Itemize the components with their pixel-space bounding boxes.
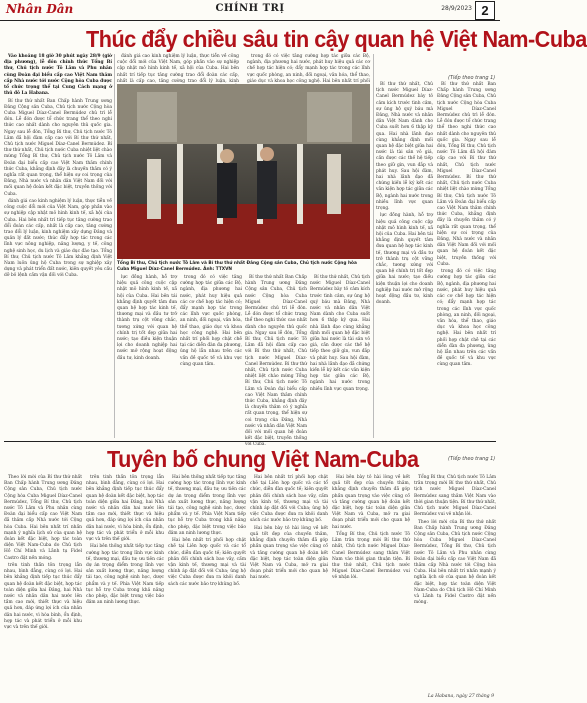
article1-under-col4 — [310, 275, 370, 438]
article1-col-right1-text2: lực đồng hành, hỗ trợ hiệu quả công cuộc cập nhật mô hình kinh tế, xã hội của Cuba. Hai bên tái khẳng định quyết tâm đưa quan hệ hợp tác kinh tế, thương mại và đầu tư trở thành trụ cột vững chắc, tương xứng với quan hệ chính trị tốt đẹp giữa hai nước; tạo điều kiện thuận lợi cho doanh nghiệp hai nước mở rộng hoạt động đầu tư, kinh doanh. — [376, 213, 433, 306]
article2-col2 — [86, 475, 164, 699]
article2-col2-text: trên tinh thần tôn trọng lẫn nhau, bình đẳng, cùng có lợi. Hai bên khẳng định tiếp tục thúc đẩy quan hệ đoàn kết đặc biệt, hợp tác toàn diện giữa hai Đảng, hai Nhà nước và nhân dân hai nước lên tầm cao mới, thiết thực và hiệu quả hơn, đáp ứng lợi ích của nhân dân hai nước, vì hòa bình, ổn định, hợp tác và phát triển ở mỗi khu vực và trên thế giới. — [86, 475, 164, 543]
article2-col5 — [332, 475, 410, 699]
article2-col4-text: Hai bên nhất trí phối hợp chặt chẽ tại Liên hợp quốc và các tổ chức, diễn đàn quốc tế; kiên quyết phản đối chính sách bao vây, cấm vận kinh tế, thương mại và tài chính áp đặt đối với Cuba; ủng hộ việc Cuba được đưa ra khỏi danh sách các nước bảo trợ khủng bố. — [250, 475, 328, 524]
article2-col6 — [414, 475, 496, 689]
article2-headline: Tuyên bố chung Việt Nam-Cuba — [107, 446, 419, 472]
article1-photo-caption: Tổng Bí thư, Chủ tịch nước Tô Lâm và Bí thư thứ nhất Đảng Cộng sản Cuba, Chủ tịch nước Cộng hòa Cuba Miguel Díaz-Canel Bermúdez. Ảnh: TTXVN — [117, 261, 357, 272]
article2-col6-text: Tổng Bí thư, Chủ tịch nước Tô Lâm trân trọng mời Bí thư thứ nhất, Chủ tịch nước Miguel Díaz-Canel Bermúdez sang thăm Việt Nam vào thời gian thuận tiện. Bí thư thứ nhất, Chủ tịch nước Miguel Díaz-Canel Bermúdez vui vẻ nhận lời. — [414, 475, 496, 518]
article1-under-col2-text: trong đó có việc tăng cường hợp tác giữa các Bộ, ngành, địa phương hai nước, phát huy hiệu quả các cơ chế hợp tác hiện có; đẩy mạnh hợp tác trong các lĩnh vực quốc phòng, an ninh, đối ngoại, văn hóa, thể thao, giáo dục và khoa học công nghệ. Hai bên nhất trí phối hợp chặt chẽ tại các diễn đàn đa phương, ủng hộ lẫn nhau trên các vấn đề quốc tế và khu vực cùng quan tâm. — [180, 275, 242, 367]
article2-continued-note: (Tiếp theo trang 1) — [448, 456, 496, 462]
article1-lead: Vào khoảng 18 giờ 30 phút ngày 28/9 (giờ địa phương), lễ đón chính thức Tổng Bí thư, Chủ tịch nước Tô Lâm và Phu nhân cùng Đoàn đại biểu cấp cao Việt Nam thăm cấp Nhà nước tới nước Cộng hòa Cuba được tổ chức trọng thể tại Cung Cách mạng ở thủ đô La Habana. — [4, 54, 112, 97]
article1-column-left — [4, 54, 112, 438]
issue-date: 28/9/2023 — [441, 5, 472, 12]
article1-col2-top — [117, 54, 239, 82]
column-divider — [114, 54, 115, 438]
article2-col5-text2: Tổng Bí thư, Chủ tịch nước Tô Lâm trân trọng mời Bí thư thứ nhất, Chủ tịch nước Miguel Díaz-Canel Bermúdez sang thăm Việt Nam vào thời gian thuận tiện. Bí thư thứ nhất, Chủ tịch nước Miguel Díaz-Canel Bermúdez vui vẻ nhận lời. — [332, 532, 410, 581]
article2-col4 — [250, 475, 328, 699]
article2-col3-text: Hai bên thống nhất tiếp tục tăng cường hợp tác trong lĩnh vực kinh tế, thương mại, đầu tư; ưu tiên các dự án trọng điểm trong lĩnh vực sản xuất lương thực, năng lượng tái tạo, công nghệ sinh học, dược phẩm và y tế. Phía Việt Nam tiếp tục hỗ trợ Cuba trong khả năng cho phép, đặc biệt trong việc bảo đảm an ninh lương thực. — [168, 475, 246, 536]
article1-col3-text: trong đó có việc tăng cường hợp tác giữa các Bộ, ngành, địa phương hai nước, phát huy hiệu quả các cơ chế hợp tác hiện có; đẩy mạnh hợp tác trong các lĩnh vực quốc phòng, an ninh, đối ngoại, văn hóa, thể thao, giáo dục và khoa học công nghệ. Hai bên nhất trí phối — [247, 54, 370, 84]
newspaper-logo: Nhân Dân — [6, 2, 74, 16]
article1-col3-top — [247, 54, 370, 82]
article1-col-right1 — [376, 82, 433, 438]
article1-headline: Thúc đẩy chiều sâu tin cậy quan hệ Việt Nam-Cuba — [86, 26, 587, 52]
article1-col-right1-text: Bí thư thứ nhất, Chủ tịch nước Miguel Díaz-Canel Bermúdez bày tỏ cảm kích trước tình cảm, sự ủng hộ quý báu mà Đảng, Nhà nước và nhân dân Việt Nam dành cho Cuba suốt hơn 6 thập kỷ qua. Hai nhà lãnh đạo cùng khẳng định mối quan hệ đặc biệt giữa hai nước là tài sản vô giá, cần được các thế hệ tiếp theo giữ gìn, vun đắp và phát huy. Sau hội đàm, hai nhà lãnh đạo đã chứng kiến lễ ký kết các văn kiện hợp tác giữa các Bộ, ngành hai nước trong nhiều lĩnh vực quan trọng. — [376, 82, 433, 212]
article1-under-col2 — [180, 275, 242, 438]
article1-col-right2 — [437, 82, 496, 438]
article1-under-col3-text: Bí thư thứ nhất Ban Chấp hành Trung ương Đảng Cộng sản Cuba, Chủ tịch nước Cộng hòa Cuba Miguel Díaz-Canel Bermúdez chủ trì lễ đón. Lễ đón được tổ chức trang thể theo nghi thức cao nhất dành cho nguyên thủ quốc gia. Ngay sau lễ đón, Tổng Bí thư, Chủ tịch nước Tô Lâm đã hội đàm cấp cao với Bí thư thứ nhất, Chủ tịch nước Miguel Díaz-Canel Bermúdez. Bí thư thứ nhất, Chủ tịch nước Cuba nhiệt liệt chào mừng Tổng Bí thư, Chủ tịch nước Tô Lâm và Đoàn đại biểu cấp cao Việt Nam thăm chính thức Cuba, khẳng định đây là chuyến thăm có ý nghĩa rất quan trọng, thể hiện sự coi trọng của Đảng, Nhà nước và nhân dân Việt Nam đối với mối quan hệ đoàn kết đặc biệt, truyền thống với Cuba. — [245, 275, 307, 448]
page-header — [0, 0, 500, 21]
page-number: 2 — [475, 1, 495, 20]
article2-col5-text: Hai bên bày tỏ hài lòng về kết quả tốt đẹp của chuyến thăm, khẳng định chuyến thăm đã góp phần quan trọng vào việc củng cố và tăng cường quan hệ đoàn kết đặc biệt, hợp tác toàn diện giữa Việt Nam và Cuba, mở ra giai đoạn phát triển mới cho quan hệ hai nước. — [332, 475, 410, 530]
article2-col1-text: Theo lời mời của Bí thư thứ nhất Ban Chấp hành Trung ương Đảng Cộng sản Cuba, Chủ tịch nước Cộng hòa Cuba Miguel Díaz-Canel Bermúdez, Tổng Bí thư, Chủ tịch nước Tô Lâm và Phu nhân cùng Đoàn đại biểu cấp cao Việt Nam đã thăm cấp Nhà nước tới Cộng hòa Cuba. Hai bên nhất trí nhấn mạnh ý nghĩa lịch sử của quan hệ đoàn kết đặc biệt, hợp tác toàn diện Việt Nam-Cuba do Chủ tịch Hồ Chí Minh và Lãnh tụ Fidel Castro đặt nền móng. — [4, 475, 82, 561]
article2-col3 — [168, 475, 246, 699]
section-title: CHÍNH TRỊ — [215, 3, 285, 14]
ceremony-photo-illustration — [117, 84, 370, 259]
article1-continued-note: (Tiếp theo trang 1) — [448, 75, 496, 81]
article2-col1 — [4, 475, 82, 699]
article1-col2-text: đánh giá cao kinh nghiệm lý luận, thực tiễn về công cuộc đổi mới của Việt Nam, góp phần vào sự nghiệp cập nhật mô hình kinh tế, xã hội của Cuba. Hai bên nhất trí tiếp tục tăng cường trao đổi đoàn các cấp, nhất là cấp cao, tăng cường trao đổi lý luận, kinh — [117, 54, 239, 84]
article2-col3-text2: Hai bên nhất trí phối hợp chặt chẽ tại Liên hợp quốc và các tổ chức, diễn đàn quốc tế; kiên quyết phản đối chính sách bao vây, cấm vận kinh tế, thương mại và tài chính áp đặt đối với Cuba; ủng hộ việc Cuba được đưa ra khỏi danh sách các nước bảo trợ khủng bố. — [168, 538, 246, 587]
article1-col-right2-text: Bí thư thứ nhất Ban Chấp hành Trung ương Đảng Cộng sản Cuba, Chủ tịch nước Cộng hòa Cuba Miguel Díaz-Canel Bermúdez chủ trì lễ đón. Lễ đón được tổ chức trang thể theo nghi thức cao nhất dành cho nguyên thủ quốc gia. Ngay sau lễ đón, Tổng Bí thư, Chủ tịch nước Tô Lâm đã hội đàm cấp cao với Bí thư thứ nhất, Chủ tịch nước Miguel Díaz-Canel Bermúdez. Bí thư thứ nhất, Chủ tịch nước Cuba nhiệt liệt chào mừng Tổng Bí thư, Chủ tịch nước Tô Lâm và Đoàn đại biểu cấp cao Việt Nam thăm chính thức Cuba, khẳng định đây là chuyến thăm có ý nghĩa rất quan trọng, thể hiện sự coi trọng của Đảng, Nhà nước và nhân dân Việt Nam đối với mối quan hệ đoàn kết đặc biệt, truyền thống với Cuba. — [437, 82, 496, 267]
article2-col1-text2: trên tinh thần tôn trọng lẫn nhau, bình đẳng, cùng có lợi. Hai bên khẳng định tiếp tục thúc đẩy quan hệ đoàn kết đặc biệt, hợp tác toàn diện giữa hai Đảng, hai Nhà nước và nhân dân hai nước lên tầm cao mới, thiết thực và hiệu quả hơn, đáp ứng lợi ích của nhân dân hai nước, vì hòa bình, ổn định, hợp tác và phát triển ở mỗi khu vực và trên thế giới. — [4, 563, 82, 631]
article1-col1-text: Bí thư thứ nhất Ban Chấp hành Trung ương Đảng Cộng sản Cuba, Chủ tịch nước Cộng hòa Cuba Miguel Díaz-Canel Bermúdez chủ trì lễ đón. Lễ đón được tổ chức trang thể theo nghi thức cao nhất dành cho nguyên thủ quốc gia. Ngay sau lễ đón, Tổng Bí thư, Chủ tịch nước Tô Lâm đã hội đàm cấp cao với Bí thư thứ nhất, Chủ tịch nước Miguel Díaz-Canel Bermúdez. Bí thư thứ nhất, Chủ tịch nước Cuba nhiệt liệt chào mừng Tổng Bí thư, Chủ tịch nước Tô Lâm và Đoàn đại biểu cấp cao Việt Nam thăm chính thức Cuba, khẳng định đây là chuyến thăm có ý nghĩa rất quan trọng, thể hiện sự coi trọng của Đảng, Nhà nước và nhân dân Việt Nam đối với mối quan hệ đoàn kết đặc biệt, truyền thống với Cuba. — [4, 98, 112, 197]
article-separator — [4, 441, 496, 442]
article1-under-col4-text: Bí thư thứ nhất, Chủ tịch nước Miguel Díaz-Canel Bermúdez bày tỏ cảm kích trước tình cảm, sự ủng hộ quý báu mà Đảng, Nhà nước và nhân dân Việt Nam dành cho Cuba suốt hơn 6 thập kỷ qua. Hai nhà lãnh đạo cùng khẳng định mối quan hệ đặc biệt giữa hai nước là tài sản vô giá, cần được các thế hệ tiếp theo giữ gìn, vun đắp và phát huy. Sau hội đàm, hai nhà lãnh đạo đã chứng kiến lễ ký kết các văn kiện hợp tác giữa các Bộ, ngành hai nước trong nhiều lĩnh vực quan trọng. — [310, 275, 370, 392]
article2-col2-text2: Hai bên thống nhất tiếp tục tăng cường hợp tác trong lĩnh vực kinh tế, thương mại, đầu tư; ưu tiên các dự án trọng điểm trong lĩnh vực sản xuất lương thực, năng lượng tái tạo, công nghệ sinh học, dược phẩm và y tế. Phía Việt Nam tiếp tục hỗ trợ Cuba trong khả năng cho phép, đặc biệt trong việc bảo đảm an ninh lương thực. — [86, 544, 164, 606]
article1-under-col3 — [245, 275, 307, 448]
article2-col4-text2: Hai bên bày tỏ hài lòng về kết quả tốt đẹp của chuyến thăm, khẳng định chuyến thăm đã góp phần quan trọng vào việc củng cố và tăng cường quan hệ đoàn kết đặc biệt, hợp tác toàn diện giữa Việt Nam và Cuba, mở ra giai đoạn phát triển mới cho quan hệ hai nước. — [250, 525, 328, 581]
column-divider — [373, 54, 374, 438]
article2-col6-text2: Theo lời mời của Bí thư thứ nhất Ban Chấp hành Trung ương Đảng Cộng sản Cuba, Chủ tịch nước Cộng hòa Cuba Miguel Díaz-Canel Bermúdez, Tổng Bí thư, Chủ tịch nước Tô Lâm và Phu nhân cùng Đoàn đại biểu cấp cao Việt Nam đã thăm cấp Nhà nước tới Cộng hòa Cuba. Hai bên nhất trí nhấn mạnh ý nghĩa lịch sử của quan hệ đoàn kết đặc biệt, hợp tác toàn diện Việt Nam-Cuba do Chủ tịch Hồ Chí Minh và Lãnh tụ Fidel Castro đặt nền móng. — [414, 519, 496, 606]
article1-under-col1 — [117, 275, 177, 438]
article1-photo — [117, 84, 370, 259]
article2-signoff: La Habana, ngày 27 tháng 9 — [427, 694, 494, 699]
article1-col-right2-text2: trong đó có việc tăng cường hợp tác giữa các Bộ, ngành, địa phương hai nước, phát huy hiệu quả các cơ chế hợp tác hiện có; đẩy mạnh hợp tác trong các lĩnh vực quốc phòng, an ninh, đối ngoại, văn hóa, thể thao, giáo dục và khoa học công nghệ. Hai bên nhất trí phối hợp chặt chẽ tại các diễn đàn đa phương, ủng hộ lẫn nhau trên các vấn đề quốc tế và khu vực cùng quan tâm. — [437, 269, 496, 368]
article1-col1-text-repeat: đánh giá cao kinh nghiệm lý luận, thực tiễn về công cuộc đổi mới của Việt Nam, góp phần vào sự nghiệp cập nhật mô hình kinh tế, xã hội của Cuba. Hai bên nhất trí tiếp tục tăng cường trao đổi đoàn các cấp, nhất là cấp cao, tăng cường trao đổi lý luận, kinh nghiệm xây dựng Đảng và quản lý đất nước; thúc đẩy hợp tác trong các lĩnh vực nông nghiệp, năng lượng, y tế, công nghệ sinh học, du lịch và giáo dục đào tạo. Tổng Bí thư, Chủ tịch nước Tô Lâm khẳng định Việt Nam luôn ủng hộ Cuba trong sự nghiệp xây dựng và phát triển đất nước, kiên quyết yêu cầu dỡ bỏ lệnh cấm vận đối với Cuba. — [4, 199, 112, 279]
article1-under-col1-text: lực đồng hành, hỗ trợ hiệu quả công cuộc cập nhật mô hình kinh tế, xã hội của Cuba. Hai bên tái khẳng định quyết tâm đưa quan hệ hợp tác kinh tế, thương mại và đầu tư trở thành trụ cột vững chắc, tương xứng với quan hệ chính trị tốt đẹp giữa hai nước; tạo điều kiện thuận lợi cho doanh nghiệp hai nước mở rộng hoạt động đầu tư, kinh doanh. — [117, 275, 177, 361]
